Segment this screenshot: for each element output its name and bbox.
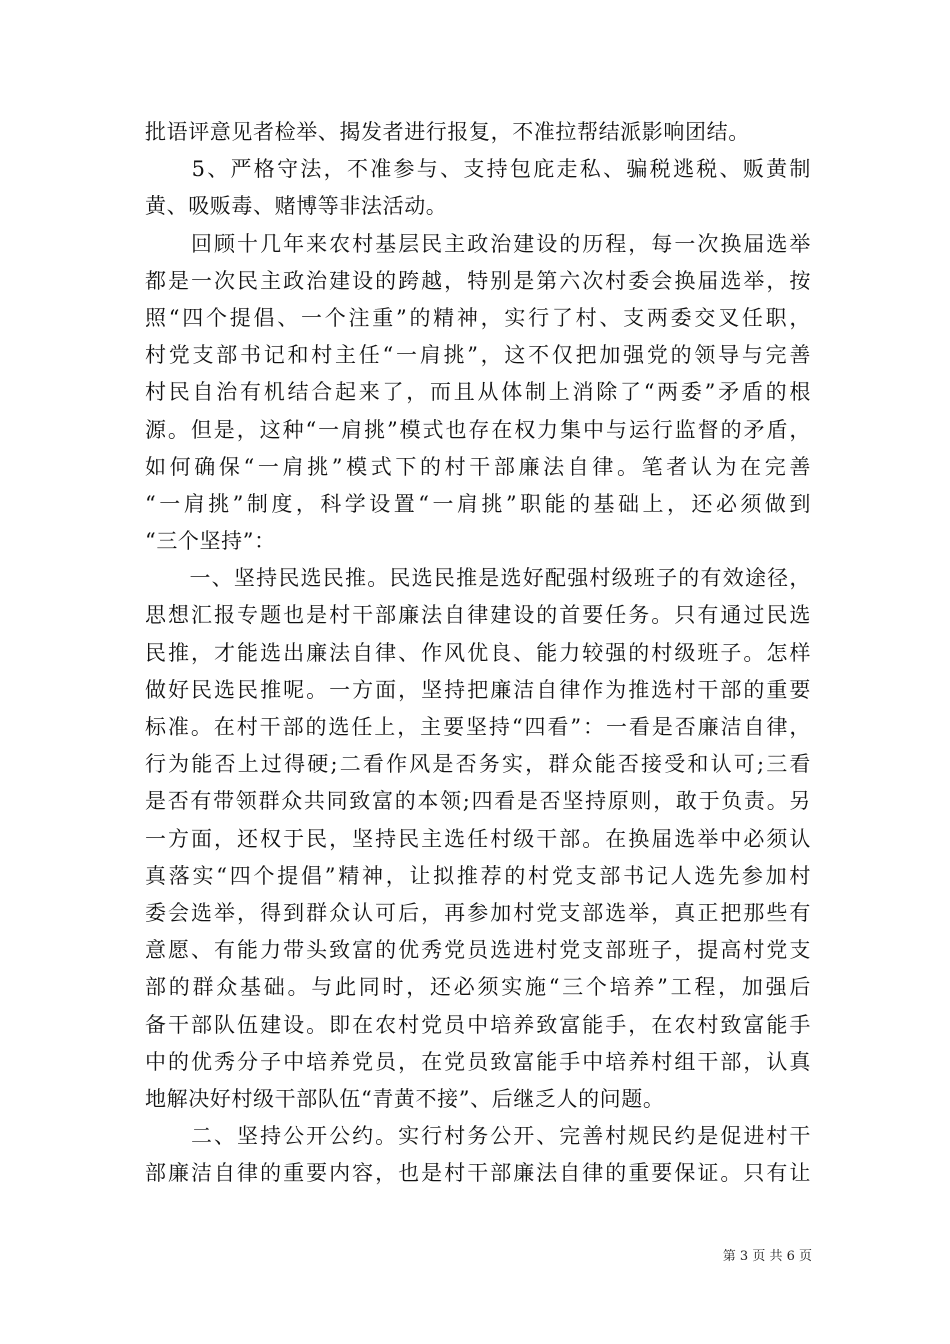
paragraph-line: “三个坚持”：: [145, 529, 276, 554]
paragraph-line: 村民自治有机结合起来了，而且从体制上消除了“两委”矛盾的根: [145, 380, 811, 405]
paragraph-line: 民推，才能选出廉法自律、作风优良、能力较强的村级班子。怎样: [145, 640, 811, 665]
paragraph-line: 照“四个提倡、一个注重”的精神，实行了村、支两委交叉任职，: [145, 305, 811, 330]
paragraph-line: 做好民选民推呢。一方面，坚持把廉洁自律作为推选村干部的重要: [145, 677, 811, 702]
paragraph-line: “一肩挑”制度，科学设置“一肩挑”职能的基础上，还必须做到: [145, 491, 811, 516]
paragraph-line: 部廉洁自律的重要内容，也是村干部廉法自律的重要保证。只有让: [145, 1161, 811, 1186]
paragraph-line: 委会选举，得到群众认可后，再参加村党支部选举，真正把那些有: [145, 900, 811, 925]
paragraph-line: 地解决好村级干部队伍“青黄不接”、后继乏人的问题。: [145, 1086, 665, 1111]
paragraph-line: 备干部队伍建设。即在农村党员中培养致富能手，在农村致富能手: [145, 1012, 811, 1037]
paragraph-line: 一方面，还权于民，坚持民主选任村级干部。在换届选举中必须认: [145, 826, 811, 851]
page-number: 第 3 页 共 6 页: [722, 1249, 812, 1264]
paragraph-line: 中的优秀分子中培养党员，在党员致富能手中培养村组干部，认真: [145, 1049, 811, 1074]
paragraph-line: 如何确保“一肩挑”模式下的村干部廉法自律。笔者认为在完善: [145, 454, 811, 479]
paragraph-line: 都是一次民主政治建设的跨越，特别是第六次村委会换届选举，按: [145, 268, 811, 293]
paragraph-line: 是否有带领群众共同致富的本领;四看是否坚持原则，敢于负责。另: [145, 789, 811, 814]
paragraph-line: 思想汇报专题也是村干部廉法自律建设的首要任务。只有通过民选: [145, 603, 811, 628]
paragraph-line: 5、严格守法，不准参与、支持包庇走私、骗税逃税、贩黄制: [145, 157, 811, 182]
paragraph-line: 黄、吸贩毒、赌博等非法活动。: [145, 194, 448, 219]
paragraph-line: 真落实“四个提倡”精神，让拟推荐的村党支部书记人选先参加村: [145, 863, 811, 888]
paragraph-line: 二、坚持公开公约。实行村务公开、完善村规民约是促进村干: [145, 1124, 811, 1149]
paragraph-line: 村党支部书记和村主任“一肩挑”，这不仅把加强党的领导与完善: [145, 343, 811, 368]
paragraph-line: 部的群众基础。与此同时，还必须实施“三个培养”工程，加强后: [145, 975, 811, 1000]
paragraph-line: 行为能否上过得硬;二看作风是否务实，群众能否接受和认可;三看: [145, 752, 811, 777]
document-body: [145, 114, 811, 1192]
paragraph-line: 一、坚持民选民推。民选民推是选好配强村级班子的有效途径，: [145, 566, 811, 591]
paragraph-line: 意愿、有能力带头致富的优秀党员选进村党支部班子，提高村党支: [145, 938, 811, 963]
paragraph-line: 批语评意见者检举、揭发者进行报复，不准拉帮结派影响团结。: [145, 120, 750, 144]
paragraph-line: 标准。在村干部的选任上，主要坚持“四看”：一看是否廉洁自律，: [145, 715, 811, 739]
paragraph-line: 回顾十几年来农村基层民主政治建设的历程，每一次换届选举: [145, 231, 811, 256]
paragraph-line: 源。但是，这种“一肩挑”模式也存在权力集中与运行监督的矛盾，: [145, 417, 811, 442]
